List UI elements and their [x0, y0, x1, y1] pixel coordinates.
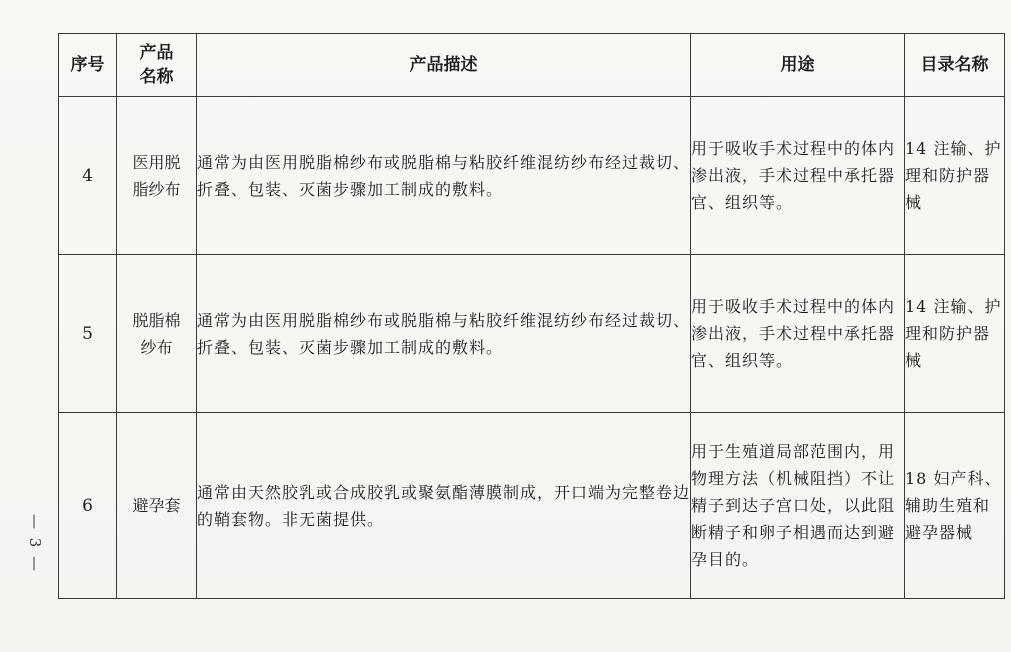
row-index: 5 — [59, 255, 117, 413]
product-catalog-table — [58, 33, 1005, 599]
header-index: 序号 — [59, 34, 117, 97]
row-product-name: 医用脱 脂纱布 — [117, 97, 197, 255]
row-use: 用于吸收手术过程中的体内渗出液，手术过程中承托器官、组织等。 — [691, 255, 905, 413]
table-row — [59, 97, 1005, 255]
table-row — [59, 413, 1005, 599]
row-product-name: 避孕套 — [117, 413, 197, 599]
row-description-text: 通常为由医用脱脂棉纱布或脱脂棉与粘胶纤维混纺纱布经过裁切、折叠、包装、灭菌步骤加工制成的敷料。 — [197, 152, 691, 199]
row-catalog: 14 注输、护理和防护器械 — [905, 255, 1005, 413]
page-number: — 3 — — [26, 514, 44, 574]
row-use: 用于生殖道局部范围内，用物理方法（机械阻挡）不让精子到达子宫口处，以此阻断精子和卵子相遇而达到避孕目的。 — [691, 413, 905, 599]
header-use: 用途 — [691, 34, 905, 97]
row-description-text: 通常为由医用脱脂棉纱布或脱脂棉与粘胶纤维混纺纱布经过裁切、折叠、包装、灭菌步骤加工制成的敷料。 — [197, 310, 691, 357]
row-product-name: 脱脂棉 纱布 — [117, 255, 197, 413]
row-use: 用于吸收手术过程中的体内渗出液，手术过程中承托器官、组织等。 — [691, 97, 905, 255]
row-description — [197, 413, 691, 599]
row-description — [197, 255, 691, 413]
header-catalog: 目录名称 — [905, 34, 1005, 97]
row-description — [197, 97, 691, 255]
row-description-text: 通常由天然胶乳或合成胶乳或聚氨酯薄膜制成，开口端为完整卷边的鞘套物。非无菌提供。 — [197, 482, 691, 529]
table-row — [59, 255, 1005, 413]
row-index: 6 — [59, 413, 117, 599]
table-header-row — [59, 34, 1005, 97]
row-catalog: 18 妇产科、辅助生殖和避孕器械 — [905, 413, 1005, 599]
row-catalog: 14 注输、护理和防护器械 — [905, 97, 1005, 255]
header-product-name: 产品 名称 — [117, 34, 197, 97]
header-description: 产品描述 — [197, 34, 691, 97]
row-index: 4 — [59, 97, 117, 255]
